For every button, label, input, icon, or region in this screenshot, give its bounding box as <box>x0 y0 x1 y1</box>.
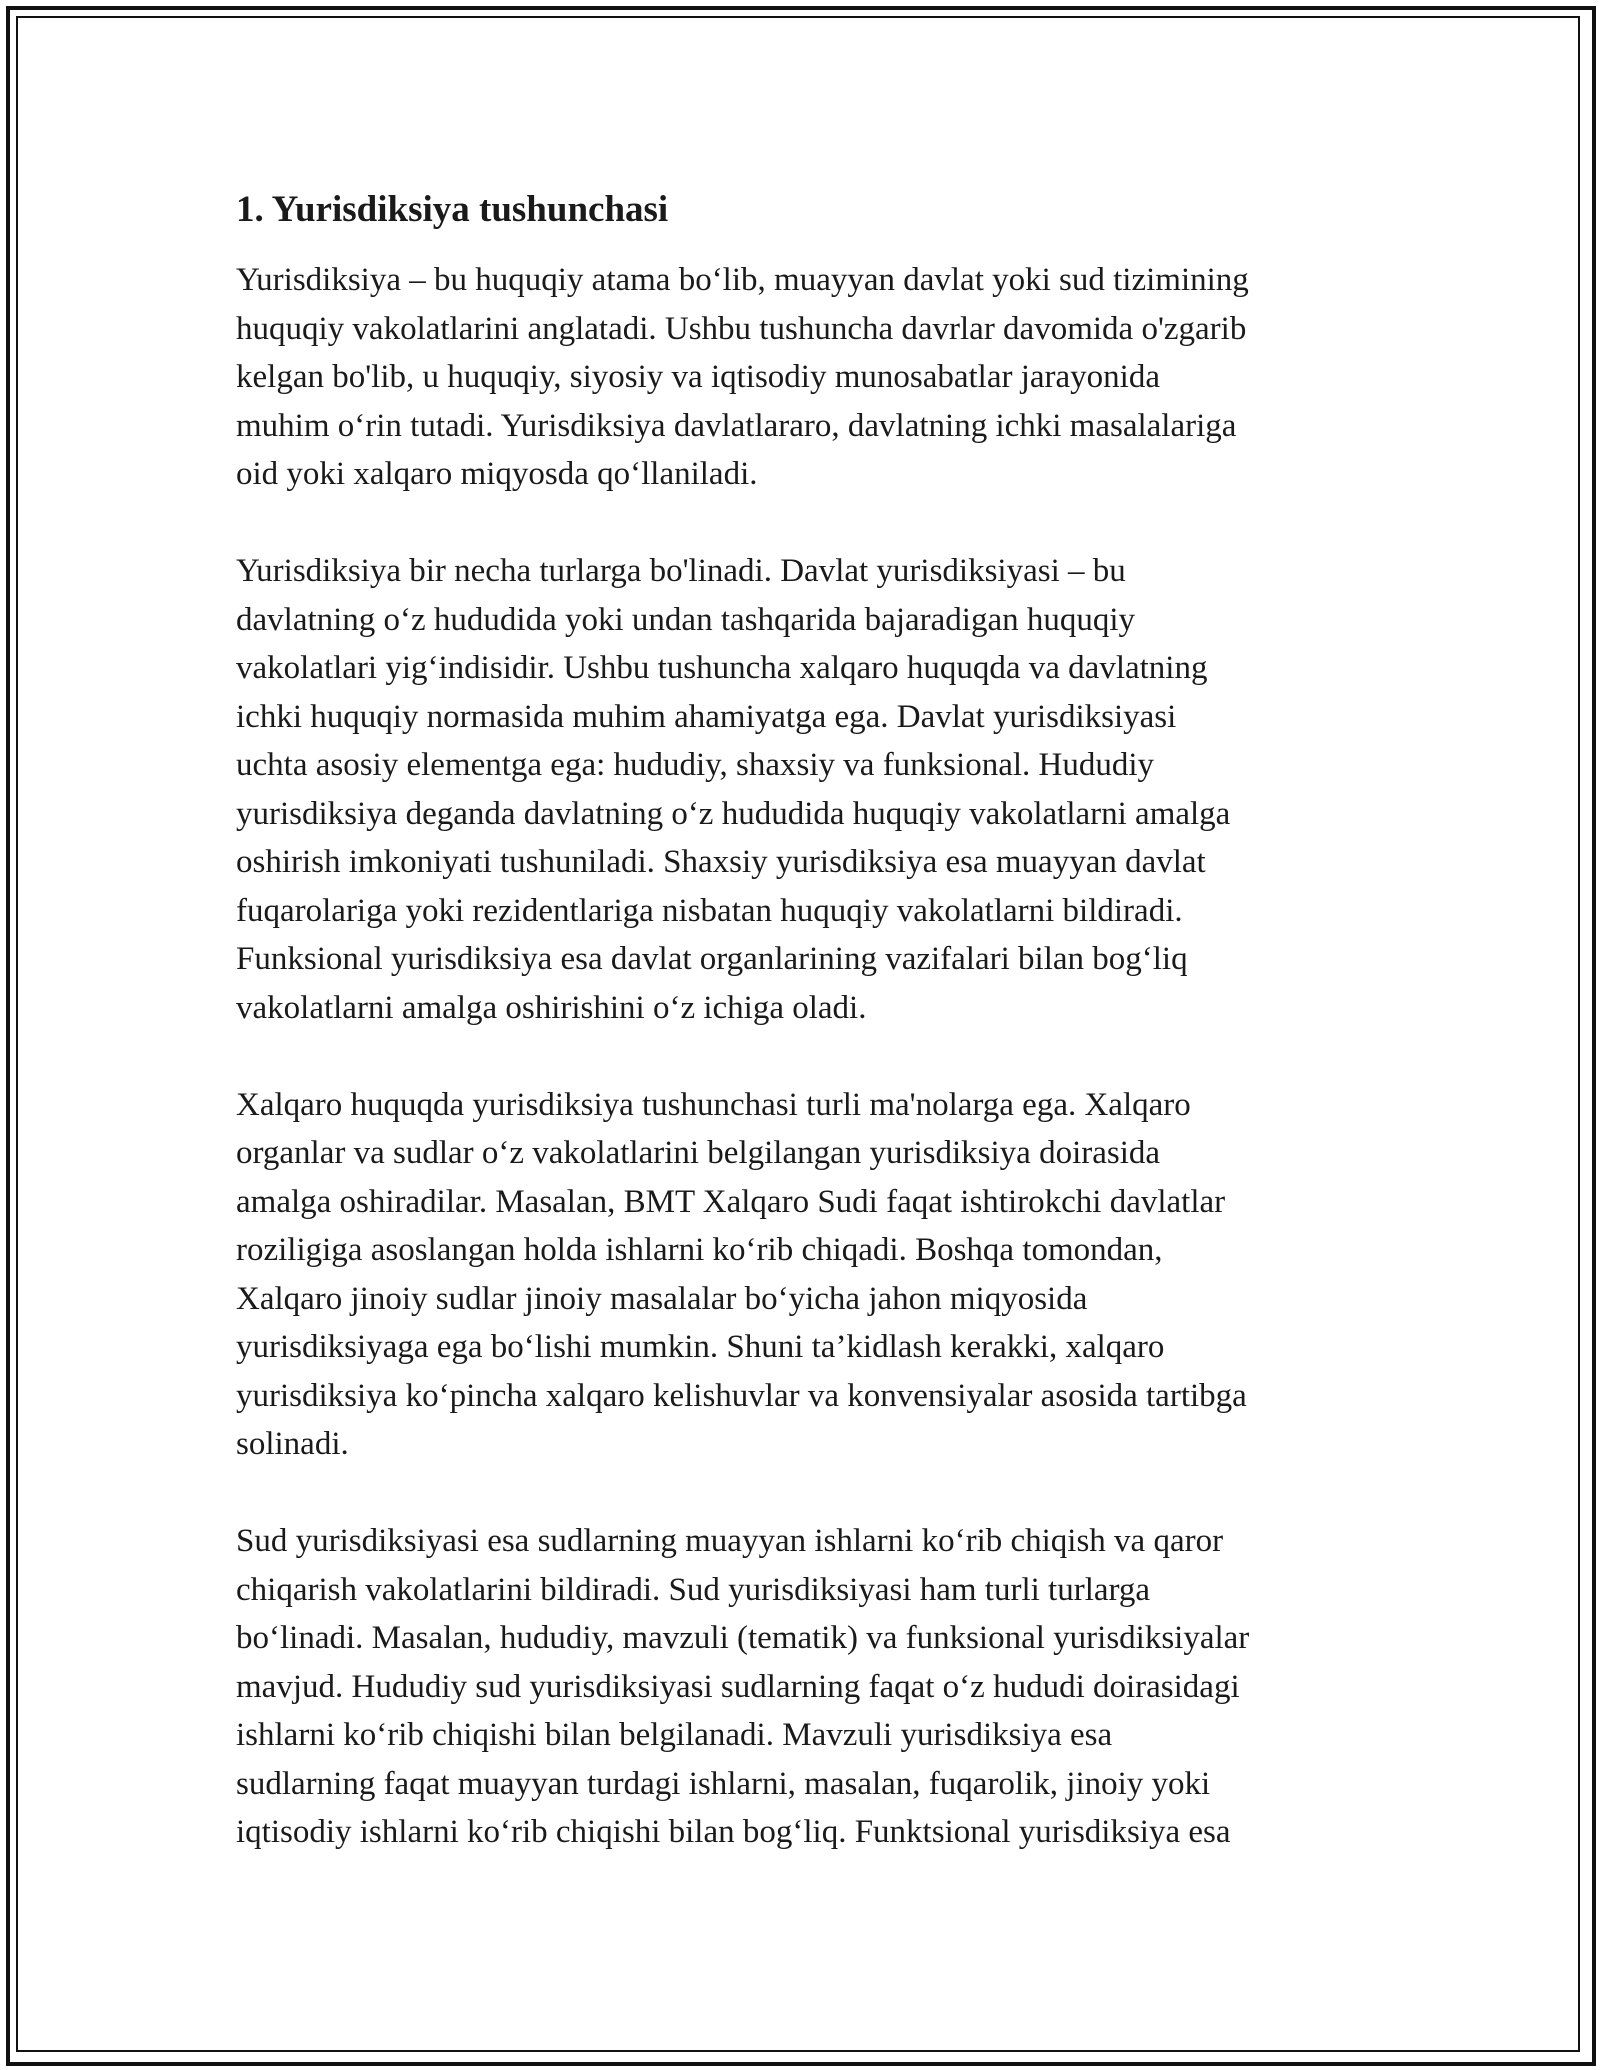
text-line: davlatning o‘z hududida yoki undan tashqarida bajaradigan huquqiy <box>236 601 1136 638</box>
text-line: ichki huquqiy normasida muhim ahamiyatga ega. Davlat yurisdiksiyasi <box>236 698 1177 735</box>
text-line: sudlarning faqat muayyan turdagi ishlarni, masalan, fuqarolik, jinoiy yoki <box>236 1765 1211 1802</box>
text-line: uchta asosiy elementga ega: hududiy, shaxsiy va funksional. Hududiy <box>236 747 1155 783</box>
text-line: Yurisdiksiya – bu huquqiy atama bo‘lib, muayyan davlat yoki sud tizimining <box>236 262 1249 298</box>
text-line: Xalqaro huquqda yurisdiksiya tushunchasi turli ma'nolarga ega. Xalqaro <box>236 1086 1191 1123</box>
text-line: Yurisdiksiya bir necha turlarga bo'linadi. Davlat yurisdiksiyasi – bu <box>236 553 1126 589</box>
document-body <box>236 256 1376 1857</box>
text-line: solinadi. <box>236 1426 349 1462</box>
text-line: ishlarni ko‘rib chiqishi bilan belgilanadi. Mavzuli yurisdiksiya esa <box>236 1717 1113 1753</box>
text-line: Funksional yurisdiksiya esa davlat organlarining vazifalari bilan bog‘liq <box>236 941 1188 977</box>
document-page <box>236 186 1376 1857</box>
text-line: huquqiy vakolatlarini anglatadi. Ushbu tushuncha davrlar davomida o'zgarib <box>236 310 1247 347</box>
text-line: muhim o‘rin tutadi. Yurisdiksiya davlatlararo, davlatning ichki masalalariga <box>236 407 1237 444</box>
text-line: mavjud. Hududiy sud yurisdiksiyasi sudlarning faqat o‘z hududi doirasidagi <box>236 1668 1240 1705</box>
text-line: kelgan bo'lib, u huquqiy, siyosiy va iqtisodiy munosabatlar jarayonida <box>236 359 1160 395</box>
text-line: chiqarish vakolatlarini bildiradi. Sud yurisdiksiyasi ham turli turlarga <box>236 1571 1151 1608</box>
text-line: Xalqaro jinoiy sudlar jinoiy masalalar bo‘yicha jahon miqyosida <box>236 1280 1088 1317</box>
text-line: vakolatlarni amalga oshirishini o‘z ichiga oladi. <box>236 989 867 1026</box>
text-line: vakolatlari yig‘indisidir. Ushbu tushuncha xalqaro huquqda va davlatning <box>236 650 1208 686</box>
section-heading: 1. Yurisdiksiya tushunchasi <box>236 189 669 230</box>
paragraph <box>236 547 1376 1032</box>
text-line: yurisdiksiyaga ega bo‘lishi mumkin. Shuni ta’kidlash kerakki, xalqaro <box>236 1329 1165 1365</box>
text-line: amalga oshiradilar. Masalan, BMT Xalqaro Sudi faqat ishtirokchi davlatlar <box>236 1183 1226 1220</box>
text-line: Sud yurisdiksiyasi esa sudlarning muayyan ishlarni ko‘rib chiqish va qaror <box>236 1523 1224 1559</box>
paragraph <box>236 1081 1376 1469</box>
text-line: yurisdiksiya ko‘pincha xalqaro kelishuvlar va konvensiyalar asosida tartibga <box>236 1377 1247 1414</box>
text-line: fuqarolariga yoki rezidentlariga nisbatan huquqiy vakolatlarni bildiradi. <box>236 892 1183 929</box>
text-line: oshirish imkoniyati tushuniladi. Shaxsiy yurisdiksiya esa muayyan davlat <box>236 844 1206 880</box>
text-line: bo‘linadi. Masalan, hududiy, mavzuli (tematik) va funksional yurisdiksiyalar <box>236 1620 1250 1656</box>
text-line: yurisdiksiya deganda davlatning o‘z hududida huquqiy vakolatlarni amalga <box>236 795 1231 832</box>
text-line: organlar va sudlar o‘z vakolatlarini belgilangan yurisdiksiya doirasida <box>236 1135 1161 1171</box>
text-line: iqtisodiy ishlarni ko‘rib chiqishi bilan bog‘liq. Funktsional yurisdiksiya esa <box>236 1814 1231 1850</box>
paragraph <box>236 1517 1376 1857</box>
paragraph <box>236 256 1376 499</box>
text-line: roziligiga asoslangan holda ishlarni ko‘rib chiqadi. Boshqa tomondan, <box>236 1232 1163 1268</box>
text-line: oid yoki xalqaro miqyosda qo‘llaniladi. <box>236 456 758 492</box>
